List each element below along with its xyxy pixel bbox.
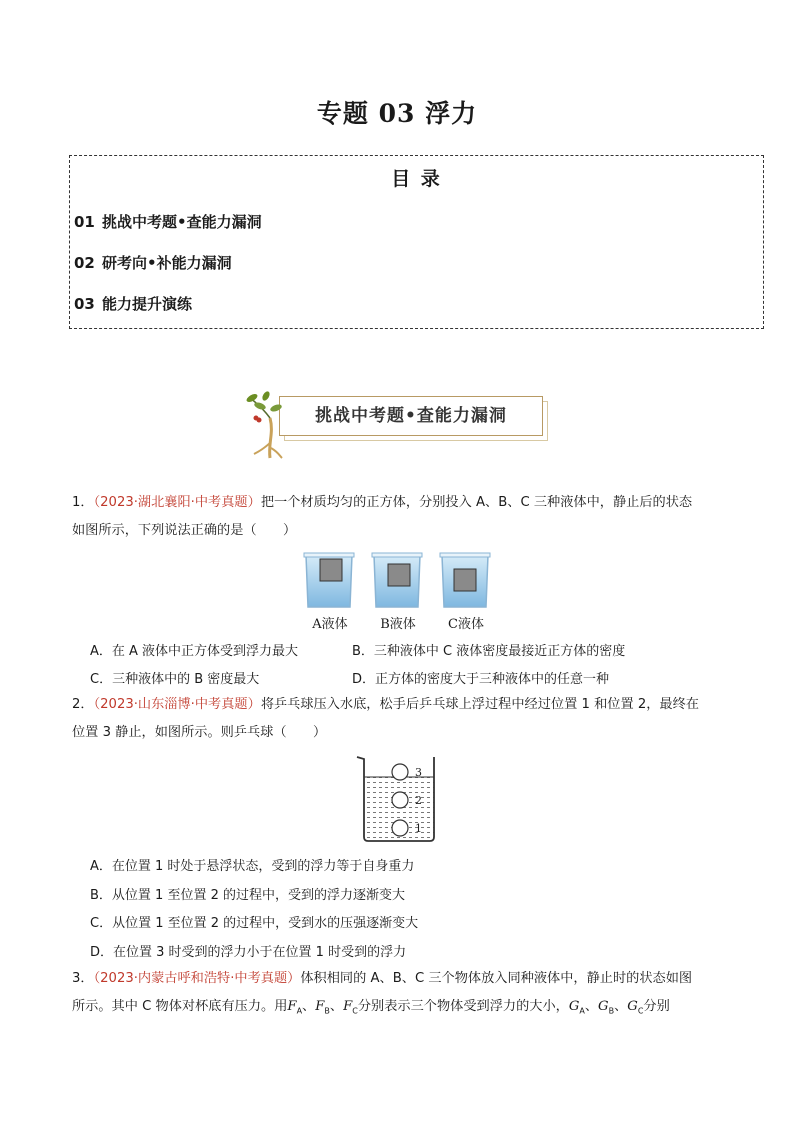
question-text: 将乒乓球压入水底，松手后乒乓球上浮过程中经过位置 1 和位置 2，最终在 bbox=[260, 697, 699, 712]
page-title: 专题 03 浮力 bbox=[316, 99, 478, 128]
beaker-b bbox=[372, 553, 422, 607]
question-text: 分别表示三个物体受到浮力的大小， bbox=[357, 999, 569, 1014]
question-2-option-a[interactable]: A．在位置 1 时处于悬浮状态，受到的浮力等于自身重力 bbox=[90, 859, 415, 874]
question-2-line-1 bbox=[72, 691, 732, 719]
question-number: 1． bbox=[72, 495, 94, 510]
question-2-line-2: 位置 3 静止，如图所示。则乒乓球（ ） bbox=[72, 725, 327, 740]
question-2-option-c[interactable]: C．从位置 1 至位置 2 的过程中，受到水的压强逐渐变大 bbox=[90, 916, 419, 931]
toc-item-01[interactable] bbox=[74, 211, 262, 232]
question-1-line-1 bbox=[72, 489, 732, 517]
question-2-option-d[interactable]: D．在位置 3 时受到的浮力小于在位置 1 时受到的浮力 bbox=[90, 945, 407, 960]
toc-item-label: 研考向•补能力漏洞 bbox=[102, 254, 232, 272]
toc-item-02[interactable] bbox=[74, 252, 232, 273]
question-text: 体积相同的 A、B、C 三个物体放入同种液体中，静止时的状态如图 bbox=[300, 971, 693, 986]
question-text: 分别 bbox=[643, 999, 670, 1014]
question-2-option-b[interactable]: B．从位置 1 至位置 2 的过程中，受到的浮力逐渐变大 bbox=[90, 888, 405, 903]
section-banner-label: 挑战中考题•查能力漏洞 bbox=[315, 406, 507, 426]
position-1-label: 1 bbox=[415, 822, 422, 835]
toc-item-label: 挑战中考题•查能力漏洞 bbox=[102, 213, 262, 231]
question-source: （2023·内蒙古呼和浩特·中考真题） bbox=[93, 971, 301, 986]
toc-item-number: 02 bbox=[74, 254, 95, 272]
position-3-label: 3 bbox=[415, 766, 422, 779]
toc-item-03[interactable] bbox=[74, 293, 192, 314]
ginseng-plant-icon bbox=[240, 388, 296, 460]
beaker-b-label: B液体 bbox=[380, 617, 416, 632]
position-2-label: 2 bbox=[415, 794, 422, 807]
toc-heading: 目 录 bbox=[391, 168, 442, 190]
toc-item-label: 能力提升演练 bbox=[102, 295, 193, 313]
question-number: 3． bbox=[72, 971, 94, 986]
beaker-a bbox=[304, 553, 354, 607]
question-number: 2． bbox=[72, 697, 94, 712]
question-source: （2023·湖北襄阳·中考真题） bbox=[93, 495, 261, 510]
question-text: 把一个材质均匀的正方体，分别投入 A、B、C 三种液体中，静止后的状态 bbox=[260, 495, 693, 510]
table-of-contents bbox=[69, 155, 764, 329]
question-1-line-2: 如图所示，下列说法正确的是（ ） bbox=[72, 523, 297, 538]
question-text: 所示。其中 C 物体对杯底有压力。用 bbox=[72, 999, 288, 1014]
question-1-beakers-figure bbox=[300, 551, 496, 611]
question-source: （2023·山东淄博·中考真题） bbox=[93, 697, 261, 712]
question-3-line-2: 所示。其中 C 物体对杯底有压力。用$F_A$、$F_B$、$F_C$分别表示三个物体受到浮力的大小，$G_A$、$G_B$、$G_C$分别 bbox=[72, 999, 670, 1016]
question-2-beaker-figure bbox=[355, 755, 445, 845]
question-1-option-c[interactable]: C．三种液体中的 B 密度最大 bbox=[90, 672, 260, 687]
toc-item-number: 01 bbox=[74, 213, 95, 231]
beaker-c-label: C液体 bbox=[448, 617, 484, 632]
beaker-c bbox=[440, 553, 490, 607]
toc-item-number: 03 bbox=[74, 295, 95, 313]
question-1-option-a[interactable]: A．在 A 液体中正方体受到浮力最大 bbox=[90, 644, 299, 659]
beaker-a-label: A液体 bbox=[312, 617, 348, 632]
question-1-option-d[interactable]: D．正方体的密度大于三种液体中的任意一种 bbox=[352, 672, 610, 687]
question-1-option-b[interactable]: B．三种液体中 C 液体密度最接近正方体的密度 bbox=[352, 644, 626, 659]
question-3-line-1 bbox=[72, 965, 732, 993]
